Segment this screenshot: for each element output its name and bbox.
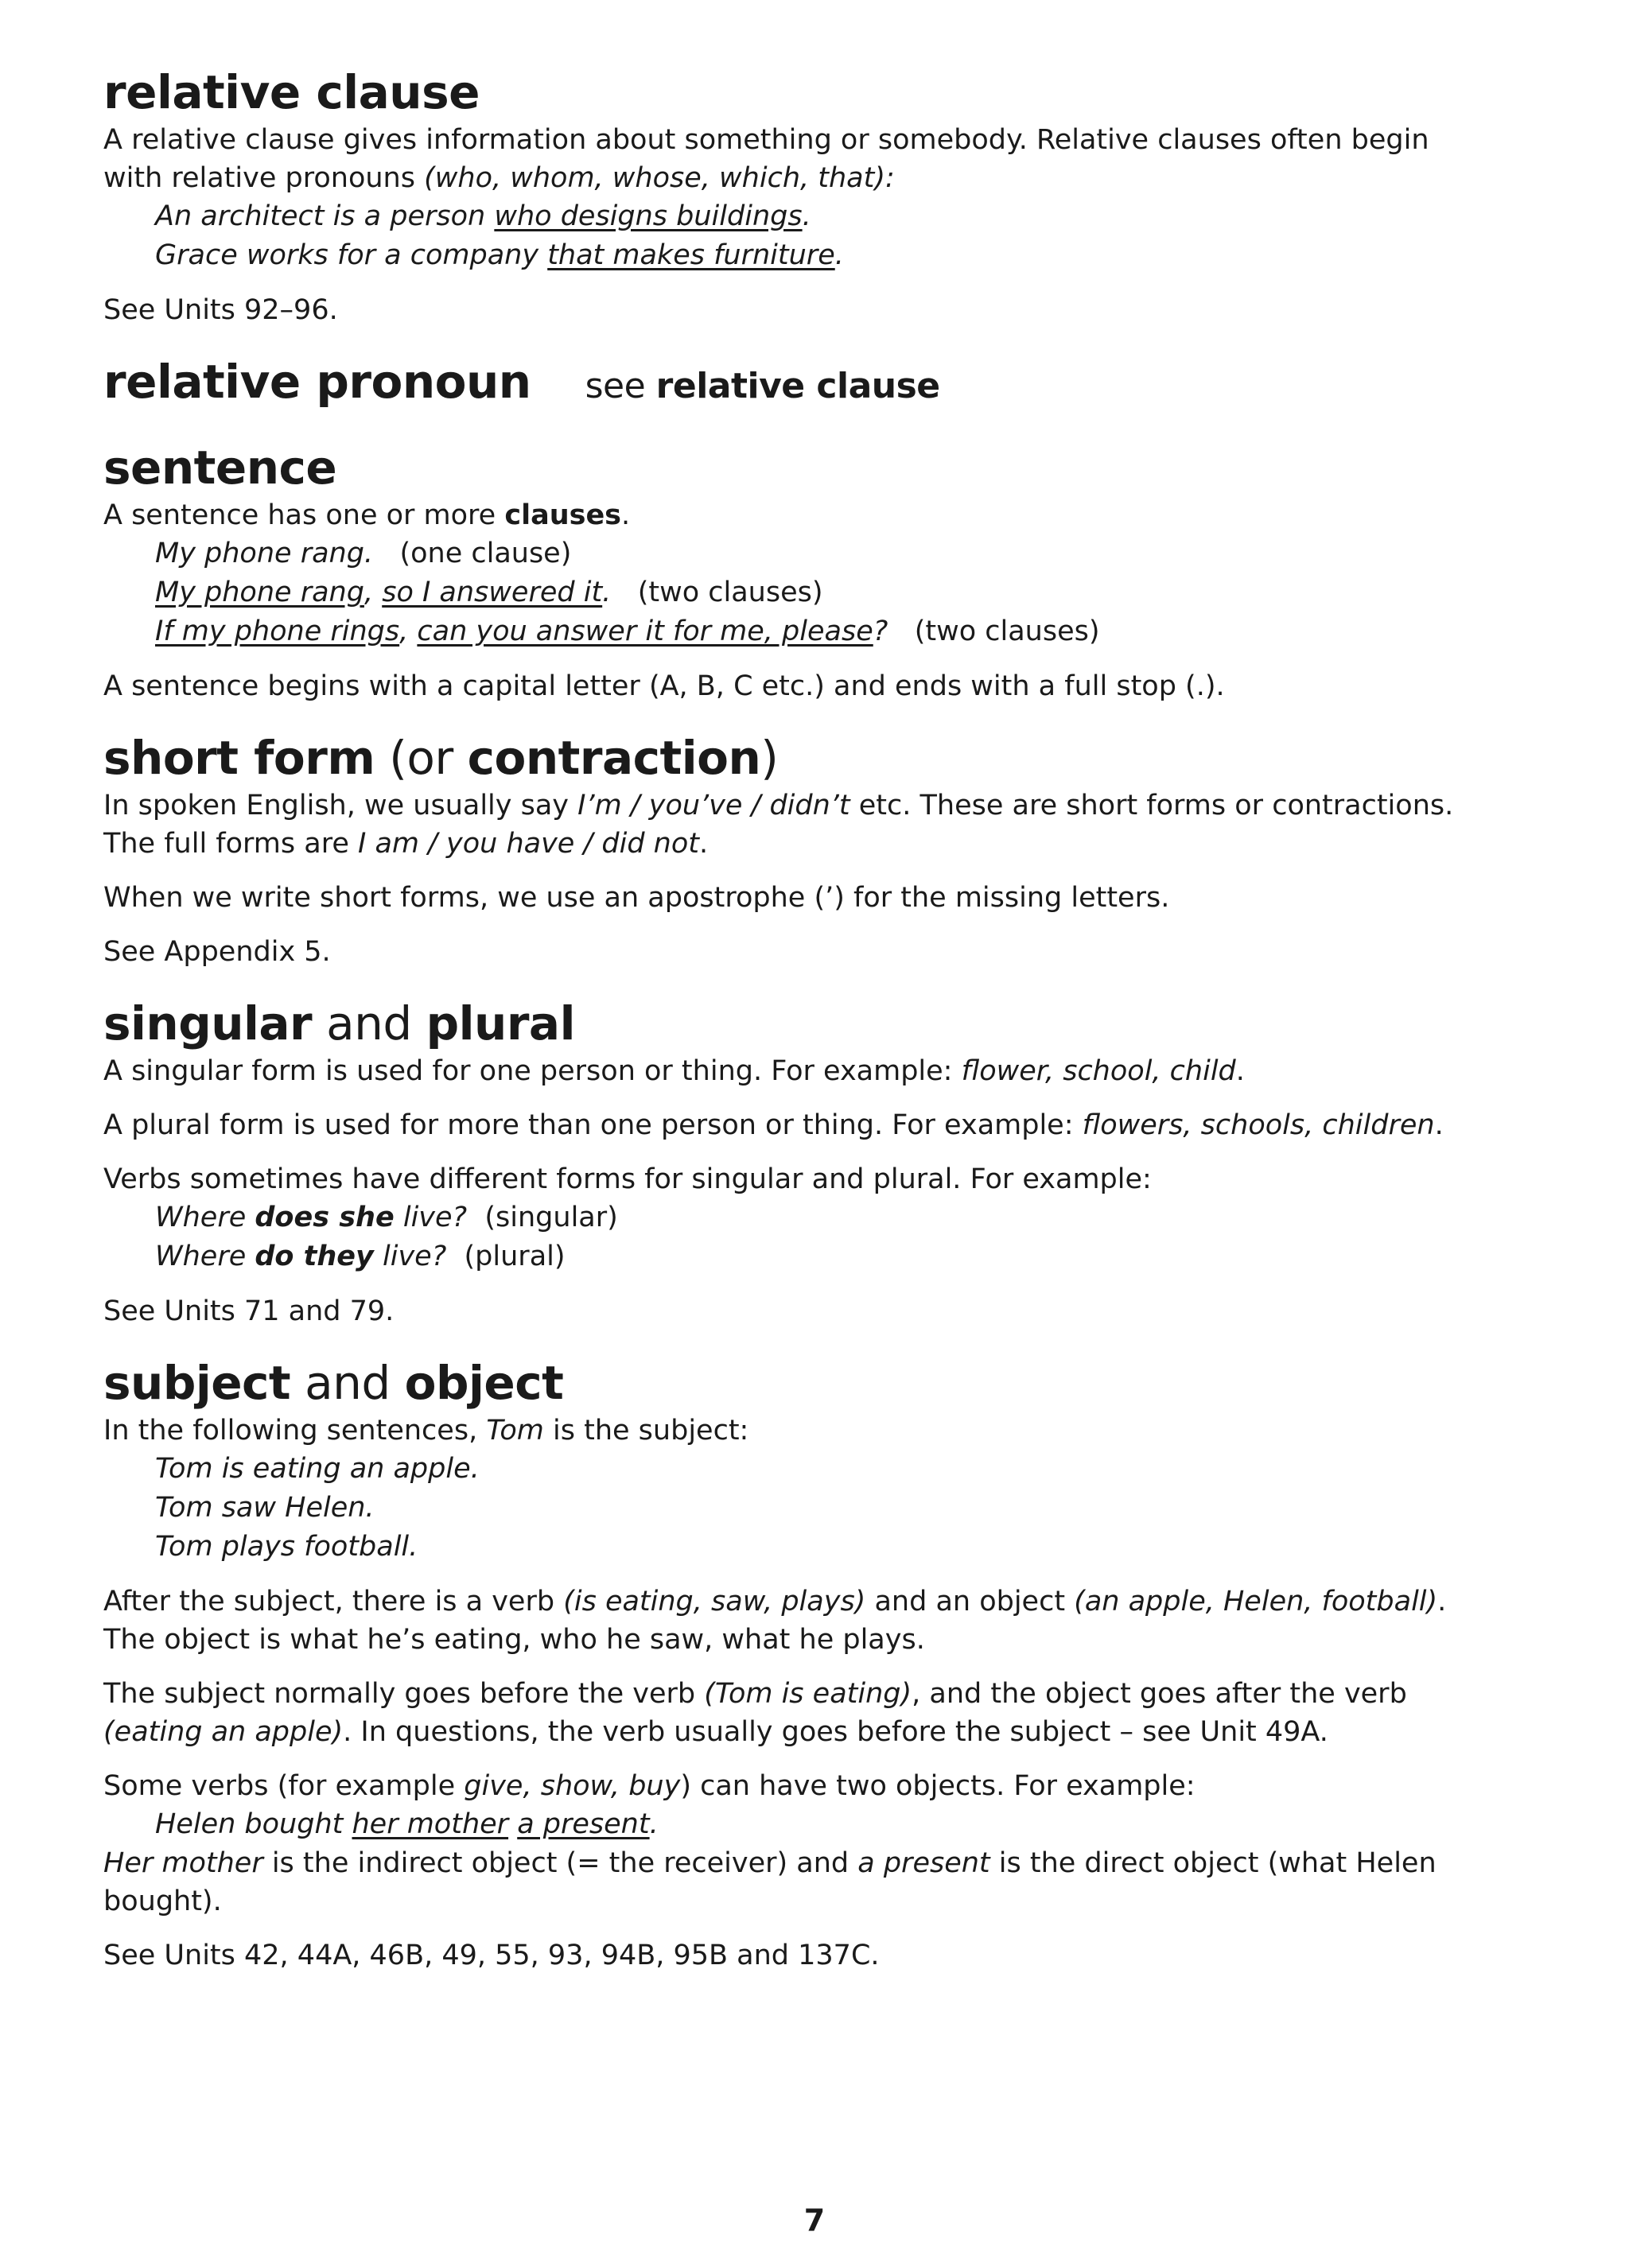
heading-relative-clause: relative clause xyxy=(103,65,480,119)
page-number: 7 xyxy=(803,2203,826,2238)
heading-relative-pronoun: relative pronoun see relative clause xyxy=(103,355,940,409)
verb-forms-note: Verbs sometimes have different forms for singular and plural. For example: xyxy=(103,1163,1152,1195)
singular-plural-examples xyxy=(103,1198,1519,1276)
two-objects-note: Some verbs (for example give, show, buy) can have two objects. For example: xyxy=(103,1770,1196,1802)
verb-object-explanation: After the subject, there is a verb (is eating, saw, plays) and an object (an apple, Helen, football). The object is what he’s eating, who he saw, what he plays. xyxy=(103,1586,1447,1656)
short-form-see-appendix: See Appendix 5. xyxy=(103,936,331,968)
section-relative-clause xyxy=(103,64,1519,329)
short-form-apostrophe-note: When we write short forms, we use an apostrophe (’) for the missing letters. xyxy=(103,882,1170,914)
example-sentence: If my phone rings, can you answer it for me, please? (two clauses) xyxy=(155,616,1100,647)
glossary-page xyxy=(103,64,1519,1998)
cross-reference: see relative clause xyxy=(585,366,940,406)
example-sentence: My phone rang. (one clause) xyxy=(155,538,572,569)
singular-definition: A singular form is used for one person or thing. For example: flower, school, child. xyxy=(103,1055,1245,1087)
example-sentence: Where does she live? (singular) xyxy=(155,1202,618,1233)
plural-definition: A plural form is used for more than one person or thing. For example: flowers, schools, children. xyxy=(103,1109,1444,1141)
relative-clause-definition: A relative clause gives information about something or somebody. Relative clauses often begin with relative pronouns (who, whom, whose, which, that): xyxy=(103,124,1429,194)
section-subject-object xyxy=(103,1354,1519,1975)
example-sentence: Tom plays football. xyxy=(155,1531,418,1563)
sentence-note: A sentence begins with a capital letter (A, B, C etc.) and ends with a full stop (.). xyxy=(103,670,1225,702)
sentence-definition: A sentence has one or more clauses. xyxy=(103,499,631,531)
section-sentence xyxy=(103,439,1519,705)
subject-object-see-units: See Units 42, 44A, 46B, 49, 55, 93, 94B, 95B and 137C. xyxy=(103,1940,880,1971)
example-sentence: My phone rang, so I answered it. (two clauses) xyxy=(155,577,823,608)
short-form-definition: In spoken English, we usually say I’m / you’ve / didn’t etc. These are short forms or contractions. The full forms are I am / you have / did not. xyxy=(103,790,1454,860)
heading-short-form: short form (or contraction) xyxy=(103,731,779,785)
section-singular-plural xyxy=(103,995,1519,1330)
relative-clause-see-units: See Units 92–96. xyxy=(103,294,338,326)
sentence-examples xyxy=(103,534,1519,651)
heading-singular-plural: singular and plural xyxy=(103,996,575,1051)
word-order-explanation: The subject normally goes before the verb (Tom is eating), and the object goes after the verb (eating an apple). In questions, the verb usually goes before the subject – see Unit 49A. xyxy=(103,1678,1407,1748)
example-sentence: Where do they live? (plural) xyxy=(155,1241,566,1272)
section-short-form xyxy=(103,729,1519,971)
heading-subject-object: subject and object xyxy=(103,1356,564,1410)
section-relative-pronoun xyxy=(103,353,1519,415)
example-sentence: Tom is eating an apple. xyxy=(155,1453,480,1485)
example-sentence: Helen bought her mother a present. xyxy=(155,1808,659,1840)
singular-plural-see-units: See Units 71 and 79. xyxy=(103,1295,395,1327)
relative-clause-examples xyxy=(103,197,1519,275)
indirect-direct-object-note: Her mother is the indirect object (= the receiver) and a present is the direct object (what Helen bought). xyxy=(103,1847,1437,1917)
example-sentence: Grace works for a company that makes furniture. xyxy=(155,239,844,271)
subject-examples xyxy=(103,1450,1519,1567)
heading-sentence: sentence xyxy=(103,441,337,495)
subject-definition: In the following sentences, Tom is the subject: xyxy=(103,1415,749,1447)
example-sentence: Tom saw Helen. xyxy=(155,1492,375,1524)
example-sentence: An architect is a person who designs buildings. xyxy=(155,200,811,232)
